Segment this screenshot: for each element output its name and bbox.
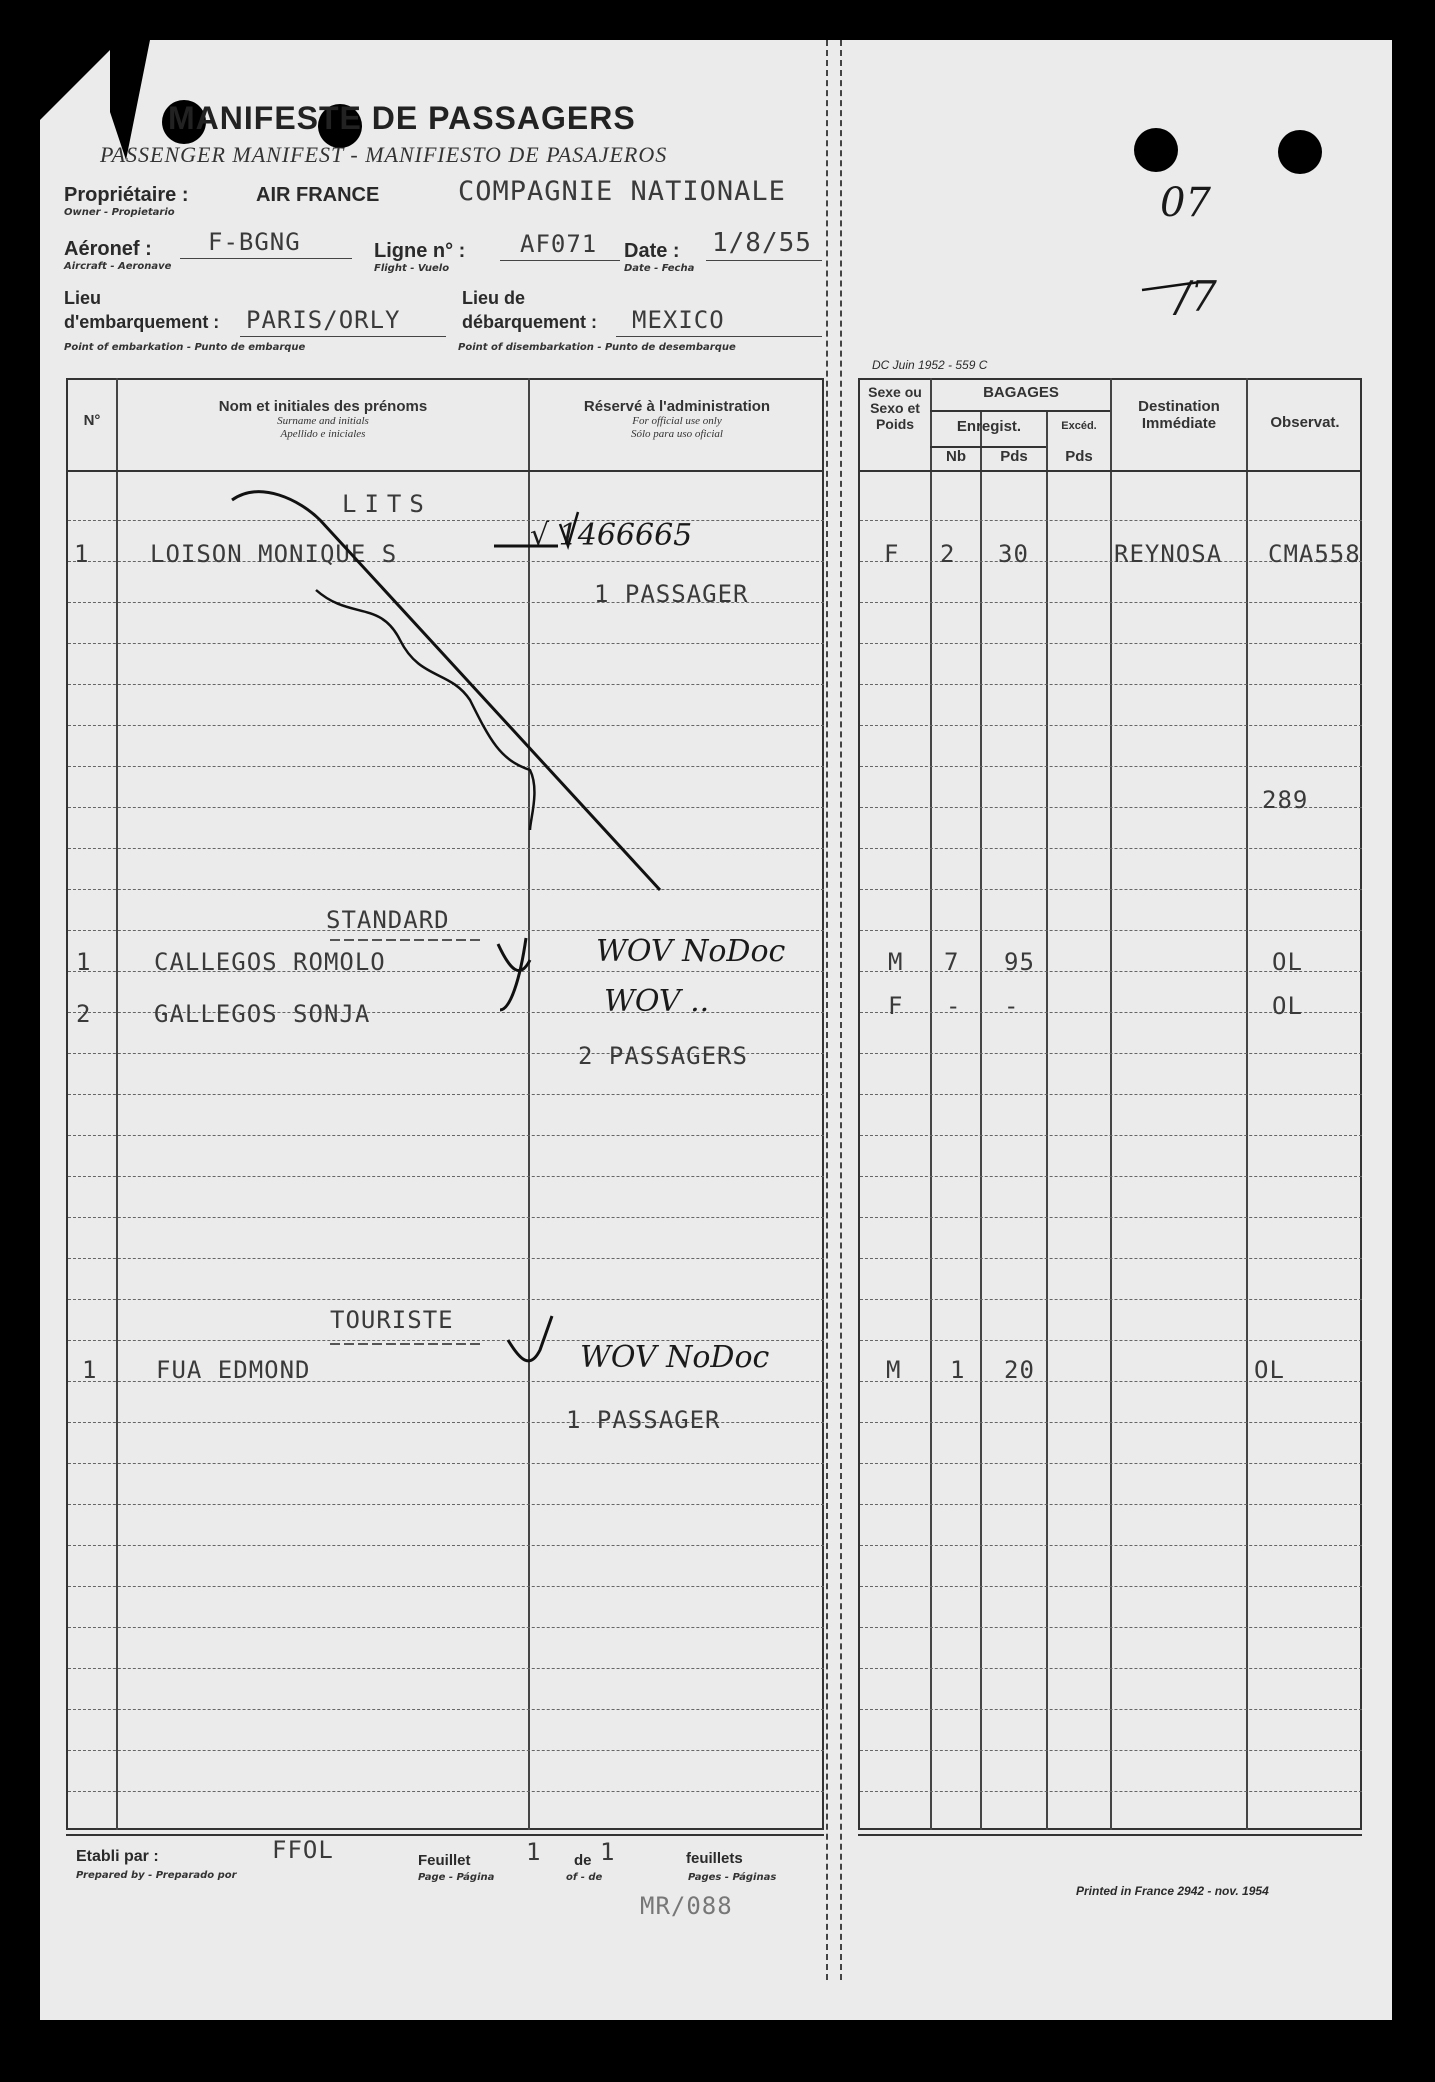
- sheet-value: 1: [526, 1838, 542, 1866]
- prepared-sub: Prepared by - Preparado por: [76, 1870, 237, 1881]
- observation: OL: [1272, 992, 1303, 1020]
- class-label: LITS: [342, 490, 432, 518]
- owner-value: AIR FRANCE: [256, 184, 380, 206]
- page-title: MANIFESTE DE PASSAGERS: [168, 100, 636, 136]
- strike-scribble: [316, 590, 534, 830]
- passenger-name: FUA EDMOND: [156, 1356, 311, 1384]
- pen-line: [1142, 282, 1200, 290]
- col-destination: Destination Immédiate: [1138, 398, 1220, 433]
- passenger-name: LOISON MONIQUE S: [150, 540, 398, 568]
- col-bagages: BAGAGES: [983, 384, 1059, 401]
- row-no: 1: [76, 948, 92, 976]
- owner-typed: COMPAGNIE NATIONALE: [458, 176, 786, 207]
- row-no: 1: [82, 1356, 98, 1384]
- baggage-weight: 95: [1004, 948, 1035, 976]
- observation: CMA558: [1268, 540, 1361, 568]
- disembark-label-1: Lieu de: [462, 288, 526, 308]
- col-name-sub: Apellido e iniciales: [280, 427, 366, 440]
- col-no: N°: [83, 412, 101, 429]
- line-value: AF071: [520, 230, 598, 258]
- baggage-count: 1: [950, 1356, 966, 1384]
- baggage-count: -: [946, 992, 962, 1020]
- embark-sub: Point of embarkation - Punto de embarque: [64, 342, 306, 353]
- passenger-count: 2 PASSAGERS: [578, 1042, 748, 1070]
- printed-note: Printed in France 2942 - nov. 1954: [1076, 1884, 1269, 1898]
- disembark-label-2: débarquement :: [462, 312, 598, 332]
- row-no: 1: [74, 540, 90, 568]
- baggage-count: 7: [944, 948, 960, 976]
- aircraft-sub: Aircraft - Aeronave: [64, 261, 172, 272]
- check-mark: [498, 938, 530, 1010]
- line-sub: Flight - Vuelo: [374, 263, 450, 274]
- pages-sub: Pages - Páginas: [688, 1872, 777, 1883]
- strike-line: [232, 492, 660, 890]
- embark-value: PARIS/ORLY: [246, 306, 401, 334]
- admin-note: √ 1466665: [530, 518, 693, 553]
- of-value: 1: [600, 1838, 616, 1866]
- baggage-count: 2: [940, 540, 956, 568]
- check-mark: [560, 512, 578, 546]
- embark-label-1: Lieu: [64, 288, 102, 308]
- observation: OL: [1272, 948, 1303, 976]
- admin-note: WOV NoDoc: [580, 1340, 770, 1375]
- class-label: TOURISTE: [330, 1306, 454, 1334]
- page-subtitle: PASSENGER MANIFEST - MANIFIESTO DE PASAJEROS: [100, 142, 668, 167]
- passenger-name: CALLEGOS ROMOLO: [154, 948, 386, 976]
- col-excess-pds: Pds: [1065, 448, 1093, 465]
- owner-sub: Owner - Propietario: [64, 207, 175, 218]
- embark-label-2: d'embarquement :: [64, 312, 220, 332]
- passenger-name: GALLEGOS SONJA: [154, 1000, 371, 1028]
- passenger-count: 1 PASSAGER: [566, 1406, 721, 1434]
- line-label: Ligne n° :: [374, 240, 466, 262]
- sheet-label: Feuillet: [418, 1852, 471, 1869]
- stamp-code: MR/088: [640, 1892, 733, 1920]
- col-pds: Pds: [1000, 448, 1028, 465]
- disembark-value: MEXICO: [632, 306, 725, 334]
- baggage-weight: -: [1004, 992, 1020, 1020]
- destination: REYNOSA: [1114, 540, 1223, 568]
- col-name-label: Nom et initiales des prénoms: [218, 398, 428, 415]
- passenger-count: 1 PASSAGER: [594, 580, 749, 608]
- col-excess: Excéd.: [1061, 420, 1097, 432]
- prepared-value: FFOL: [272, 1836, 334, 1864]
- passenger-sex: M: [888, 948, 904, 976]
- side-note: 289: [1262, 786, 1309, 814]
- form-code: DC Juin 1952 - 559 C: [872, 358, 988, 372]
- col-sex: Sexe ou Sexo et Poids: [868, 384, 922, 433]
- col-admin-sub: Sólo para uso oficial: [631, 427, 723, 440]
- passenger-sex: F: [884, 540, 900, 568]
- date-value: 1/8/55: [712, 228, 812, 258]
- col-admin-label: Réservé à l'administration: [583, 398, 771, 415]
- admin-note: WOV NoDoc: [596, 934, 786, 969]
- date-sub: Date - Fecha: [624, 263, 695, 274]
- aircraft-label: Aéronef :: [64, 238, 152, 260]
- admin-note: WOV ..: [604, 984, 710, 1019]
- sheet-sub: Page - Página: [418, 1872, 495, 1883]
- col-enreg: Enregist.: [956, 418, 1022, 435]
- passenger-sex: M: [886, 1356, 902, 1384]
- handwritten-number: /7: [1176, 272, 1217, 321]
- baggage-weight: 20: [1004, 1356, 1035, 1384]
- date-label: Date :: [624, 240, 680, 262]
- prepared-label: Etabli par :: [76, 1848, 159, 1865]
- check-mark: [508, 1316, 552, 1361]
- baggage-weight: 30: [998, 540, 1029, 568]
- of-sub: of - de: [566, 1872, 603, 1883]
- row-no: 2: [76, 1000, 92, 1028]
- pages-label: feuillets: [686, 1850, 743, 1867]
- of-label: de: [574, 1852, 592, 1869]
- class-label: STANDARD: [326, 906, 450, 934]
- owner-label: Propriétaire :: [64, 184, 189, 206]
- col-observations: Observat.: [1270, 414, 1340, 431]
- col-name-sub: Surname and initials: [277, 415, 369, 428]
- aircraft-value: F-BGNG: [208, 228, 301, 256]
- handwritten-number: 07: [1160, 180, 1211, 226]
- disembark-sub: Point of disembarkation - Punto de desembarque: [458, 342, 736, 353]
- col-admin-sub: For official use only: [632, 415, 722, 428]
- col-nb: Nb: [946, 448, 966, 465]
- passenger-sex: F: [888, 992, 904, 1020]
- observation: OL: [1254, 1356, 1285, 1384]
